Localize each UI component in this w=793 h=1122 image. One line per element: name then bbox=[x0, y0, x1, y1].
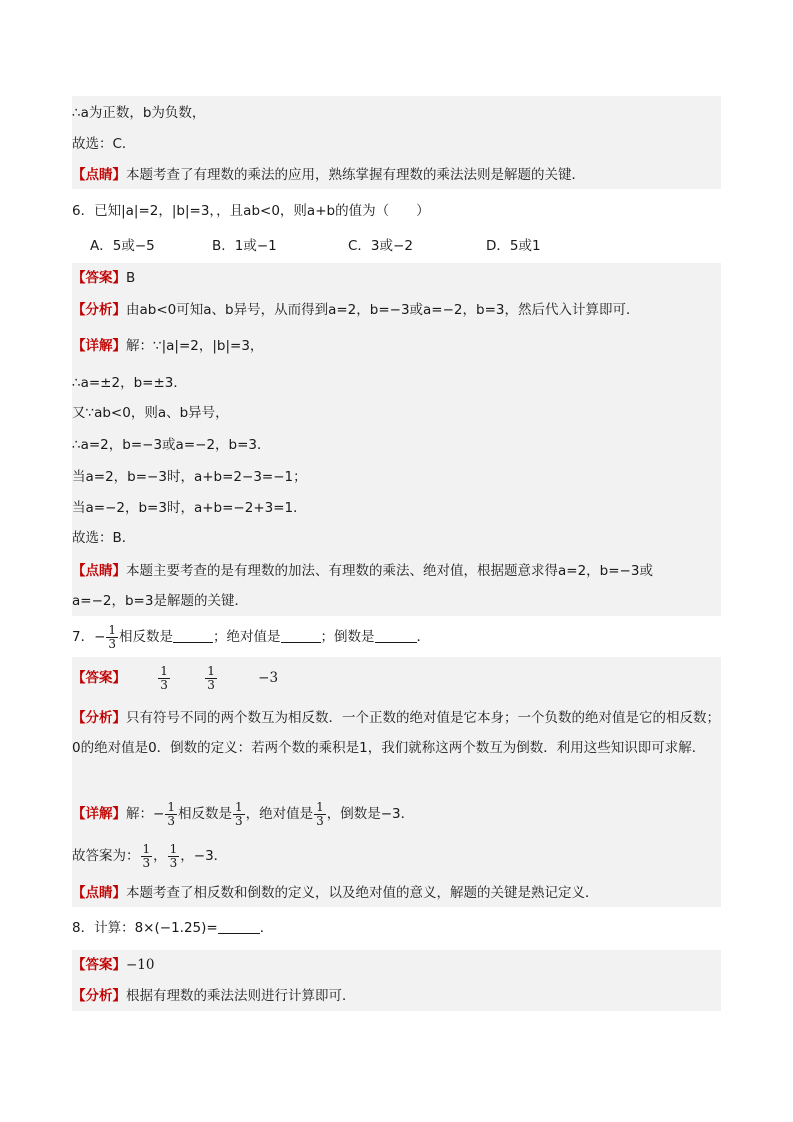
q6-xiangjie-line-6: 当a=−2，b=3时，a+b=−2+3=1． bbox=[72, 500, 307, 516]
fraction-numerator: 1 bbox=[234, 799, 243, 814]
xiangjie-line-1: 解：∵|a|=2，|b|=3， bbox=[126, 338, 264, 354]
fraction-numerator: 1 bbox=[108, 622, 117, 637]
fraction-denominator: 3 bbox=[142, 855, 151, 870]
stem-text-b: ． bbox=[259, 920, 274, 936]
final-text-a: 故答案为： bbox=[72, 848, 140, 864]
answer-fraction-2 bbox=[205, 665, 217, 692]
fraction-denominator: 3 bbox=[160, 677, 168, 692]
stem-text-a: 8．计算：8×(−1.25)= bbox=[72, 920, 218, 936]
dianjing-text: 本题主要考查的是有理数的加法、有理数的乘法、绝对值，根据题意求得a=2，b=−3或 bbox=[126, 563, 653, 579]
xiangjie-tag: 【详解】 bbox=[72, 806, 126, 822]
fraction-numerator: 1 bbox=[169, 841, 178, 856]
q7-answer bbox=[72, 664, 278, 692]
dianjing-tag: 【点睛】 bbox=[72, 885, 126, 901]
fraction-numerator: 1 bbox=[142, 841, 151, 856]
fraction-denominator: 3 bbox=[316, 813, 324, 828]
dianjing-tag: 【点睛】 bbox=[72, 167, 126, 183]
fraction bbox=[233, 801, 245, 828]
fraction-denominator: 3 bbox=[169, 855, 178, 870]
q6-xiangjie bbox=[72, 336, 263, 356]
q8-answer bbox=[72, 955, 155, 975]
q6-xiangjie-line-5: 当a=2，b=−3时，a+b=2−3=−1； bbox=[72, 469, 307, 485]
answer-value: −10 bbox=[126, 957, 155, 973]
q7-fenxi bbox=[72, 703, 721, 763]
xiangjie-text-c: ，绝对值是 bbox=[245, 806, 314, 822]
q7-dianjing bbox=[72, 883, 599, 903]
answer-blank-1[interactable] bbox=[173, 628, 213, 643]
answer-blank-3[interactable] bbox=[375, 628, 417, 643]
fraction-numerator: 1 bbox=[316, 799, 324, 814]
q6-xiangjie-line-3: 又∵ab<0，则a、b异号， bbox=[72, 405, 229, 421]
fenxi-tag: 【分析】 bbox=[72, 302, 126, 318]
stem-text-4: ． bbox=[416, 629, 431, 645]
q6-dianjing-line-2: a=−2，b=3是解题的关键． bbox=[72, 593, 248, 609]
fraction-denominator: 3 bbox=[108, 636, 117, 651]
fraction bbox=[106, 624, 118, 651]
q8-stem bbox=[72, 918, 273, 938]
xiangjie-text-a: 解： bbox=[126, 806, 153, 822]
fraction-denominator: 3 bbox=[234, 813, 243, 828]
xiangjie-text-b: 相反数是 bbox=[177, 806, 232, 822]
final-text-b: ，−3． bbox=[180, 848, 228, 864]
fraction bbox=[168, 843, 180, 870]
q8-fenxi bbox=[72, 986, 356, 1006]
prev-dianjing bbox=[72, 165, 585, 185]
q6-option-c: C．3或−2 bbox=[348, 238, 413, 254]
q6-dianjing bbox=[72, 561, 653, 581]
fenxi-tag: 【分析】 bbox=[72, 988, 126, 1004]
xiangjie-tag: 【详解】 bbox=[72, 338, 126, 354]
answer-blank-2[interactable] bbox=[281, 628, 321, 643]
prev-line-1: ∴a为正数，b为负数， bbox=[72, 105, 206, 121]
answer-tag: 【答案】 bbox=[72, 957, 126, 973]
fraction-denominator: 3 bbox=[207, 677, 215, 692]
answer-tag: 【答案】 bbox=[72, 270, 126, 286]
answer-value-3: −3 bbox=[258, 670, 279, 686]
fenxi-tag: 【分析】 bbox=[72, 710, 126, 726]
fraction-denominator: 3 bbox=[167, 813, 175, 828]
xiangjie-text-d: ，倒数是−3． bbox=[326, 806, 415, 822]
q6-stem: 6．已知|a|=2，|b|=3，，且ab<0，则a+b的值为（ ） bbox=[72, 203, 430, 219]
stem-text-2: ；绝对值是 bbox=[213, 629, 281, 645]
answer-tag: 【答案】 bbox=[72, 670, 126, 686]
q6-xiangjie-line-2: ∴a=±2，b=±3． bbox=[72, 375, 187, 391]
q6-fenxi bbox=[72, 300, 640, 320]
fenxi-text: 由ab<0可知a、b异号，从而得到a=2，b=−3或a=−2，b=3，然后代入计算即可． bbox=[126, 302, 640, 318]
q6-option-d: D．5或1 bbox=[486, 238, 541, 254]
dianjing-text: 本题考查了有理数的乘法的应用，熟练掌握有理数的乘法法则是解题的关键． bbox=[126, 167, 585, 183]
q6-answer bbox=[72, 268, 135, 288]
dianjing-tag: 【点睛】 bbox=[72, 563, 126, 579]
q6-option-b: B．1或−1 bbox=[212, 238, 277, 254]
answer-fraction-1 bbox=[158, 665, 170, 692]
q7-number: 7． bbox=[72, 629, 95, 645]
fraction bbox=[165, 801, 177, 828]
q6-xiangjie-line-4: ∴a=2，b=−3或a=−2，b=3． bbox=[72, 437, 271, 453]
dianjing-text: 本题考查了相反数和倒数的定义，以及绝对值的意义，解题的关键是熟记定义． bbox=[126, 885, 599, 901]
fenxi-text: 根据有理数的乘法法则进行计算即可． bbox=[126, 988, 356, 1004]
minus-sign: − bbox=[94, 629, 106, 645]
fraction-numerator: 1 bbox=[167, 799, 175, 814]
answer-blank[interactable] bbox=[218, 919, 260, 934]
prev-line-2: 故选：C． bbox=[72, 136, 136, 152]
q7-xiangjie bbox=[72, 800, 414, 828]
separator: ， bbox=[153, 848, 167, 864]
fraction-numerator: 1 bbox=[160, 663, 168, 678]
stem-text-1: 相反数是 bbox=[119, 629, 174, 645]
fenxi-text: 只有符号不同的两个数互为相反数．一个正数的绝对值是它本身；一个负数的绝对值是它的相反数；0的绝对值是0．倒数的定义：若两个数的乘积是1，我们就称这两个数互为倒数．利用这些知识即可求解． bbox=[72, 710, 720, 756]
q7-final bbox=[72, 842, 227, 870]
q6-xiangjie-line-7: 故选：B． bbox=[72, 530, 136, 546]
stem-text-3: ；倒数是 bbox=[320, 629, 375, 645]
fraction bbox=[141, 843, 153, 870]
fraction bbox=[314, 801, 326, 828]
fraction-numerator: 1 bbox=[207, 663, 215, 678]
q6-option-a: A．5或−5 bbox=[90, 238, 155, 254]
q7-stem bbox=[72, 623, 430, 651]
minus-sign: − bbox=[153, 806, 165, 822]
answer-value: B bbox=[126, 270, 136, 286]
